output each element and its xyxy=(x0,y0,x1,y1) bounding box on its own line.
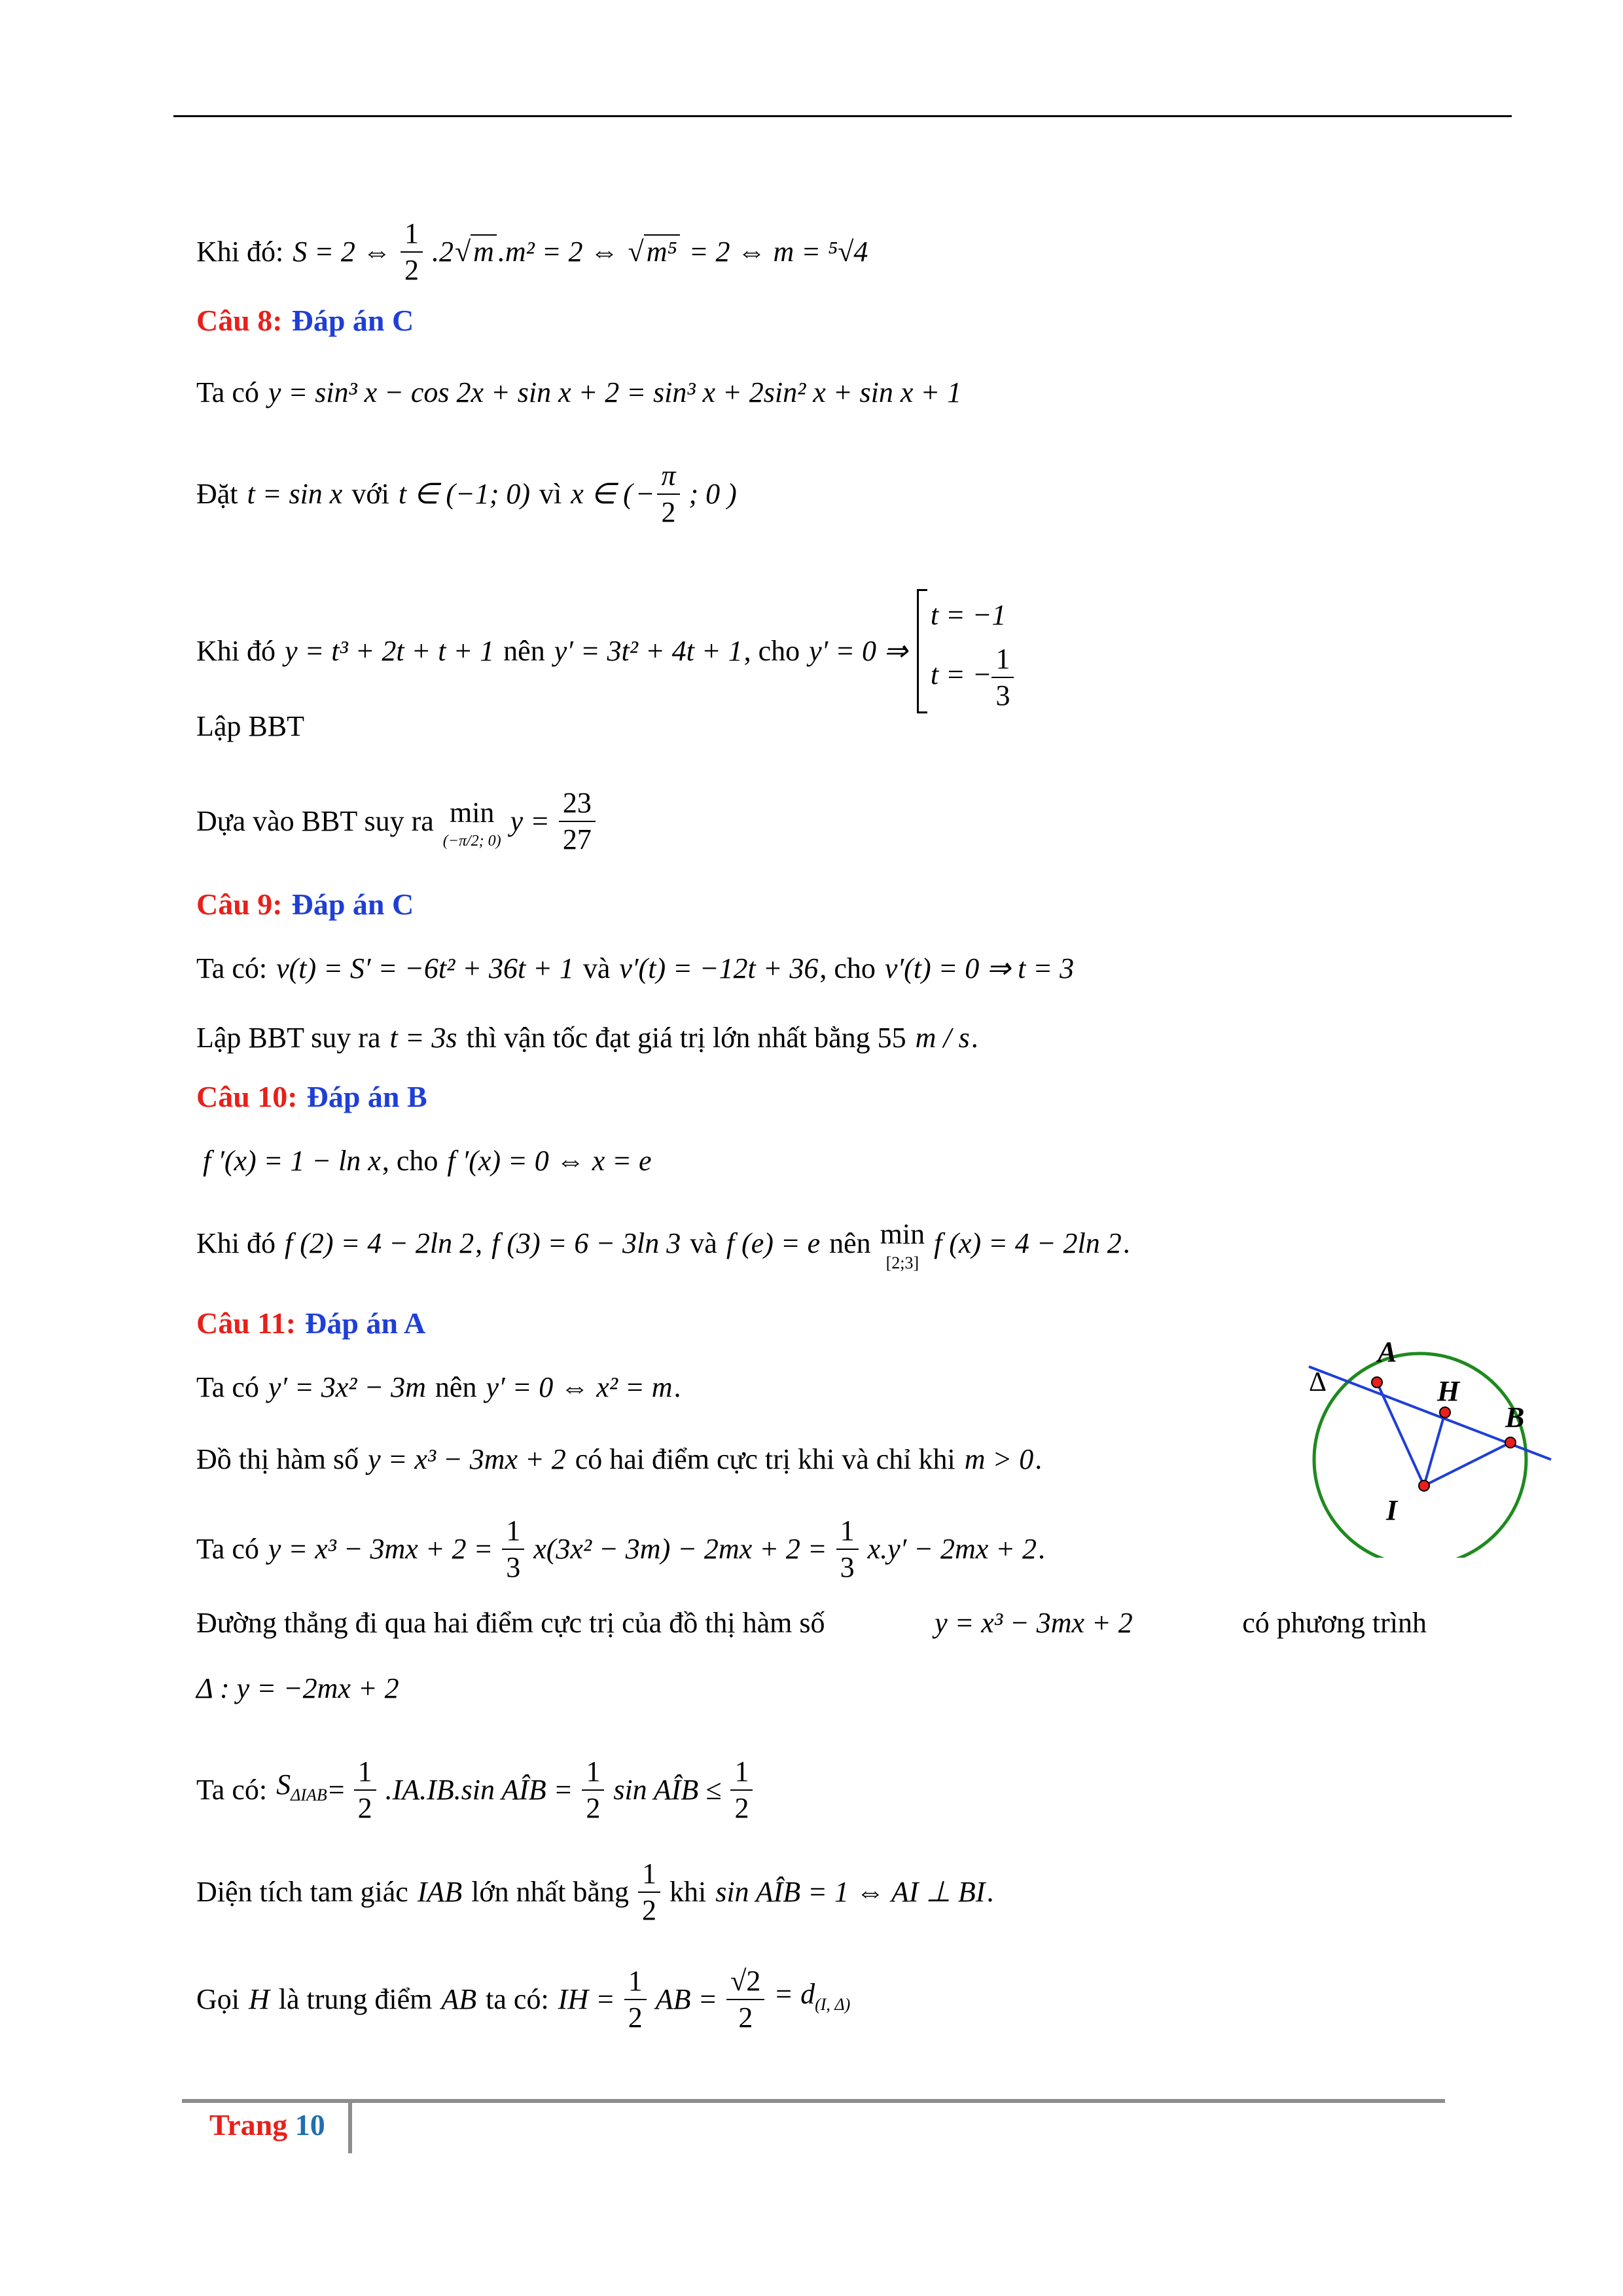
sqrt-m: √m xyxy=(455,232,497,272)
page-number: 10 xyxy=(294,2108,325,2142)
point-b xyxy=(1505,1437,1516,1448)
math: AB = xyxy=(655,1983,718,2015)
math: m > 0 xyxy=(964,1443,1034,1475)
text: Khi đó xyxy=(196,635,276,667)
question-number: Câu 10: xyxy=(196,1080,298,1113)
math: AB xyxy=(441,1983,477,2015)
line-q10-f-prime xyxy=(203,1141,660,1181)
text: . xyxy=(1037,1533,1045,1565)
text: ta có: xyxy=(486,1983,549,2015)
case-2 xyxy=(931,641,1014,713)
math: t = 3s xyxy=(389,1022,457,1054)
math: x ∈ ( xyxy=(571,478,633,510)
line-q8-khi-do xyxy=(196,589,1023,713)
question-number: Câu 9: xyxy=(196,888,283,921)
math: ; 0 ) xyxy=(688,478,737,510)
label-b: B xyxy=(1505,1401,1525,1433)
math: f ′(x) = 1 − ln x xyxy=(203,1145,381,1177)
num: 1 xyxy=(354,1754,376,1791)
text: Ta có xyxy=(196,1533,259,1565)
math: y = x³ − 3mx + 2 = xyxy=(268,1533,493,1565)
math: y′ = 0 ⇒ xyxy=(809,635,908,667)
text: Gọi xyxy=(196,1983,240,2015)
sqrt-arg: m xyxy=(471,234,497,268)
text: . xyxy=(986,1876,994,1908)
den: 2 xyxy=(628,2001,643,2034)
den: 2 xyxy=(357,1792,372,1824)
text: Đường thẳng đi qua hai điểm cực trị của đồ thị hàm số xyxy=(196,1607,825,1639)
math: y = xyxy=(510,805,550,837)
text: Ta có: xyxy=(196,1774,268,1806)
fraction xyxy=(582,1754,604,1826)
fraction xyxy=(401,216,423,288)
fraction xyxy=(730,1754,753,1826)
text: lớn nhất bằng xyxy=(471,1876,629,1908)
math: y = t³ + 2t + t + 1 xyxy=(285,635,495,667)
math: v′(t) = −12t + 36 xyxy=(619,952,819,984)
answer-label: Đáp án C xyxy=(291,304,414,337)
question-number: Câu 8: xyxy=(196,304,283,337)
math: sin AÎB ≤ xyxy=(613,1774,722,1806)
math: v(t) = S′ = −6t² + 36t + 1 xyxy=(276,952,574,984)
den: 2 xyxy=(661,496,676,528)
den: 2 xyxy=(586,1792,601,1824)
case-2-prefix: t = − xyxy=(930,658,992,691)
text: . xyxy=(971,1022,978,1054)
s-subscript: ΔIAB xyxy=(291,1785,327,1804)
fraction xyxy=(354,1754,376,1826)
text: thì vận tốc đạt giá trị lớn nhất bằng 55 xyxy=(466,1022,906,1054)
fraction xyxy=(657,458,679,530)
num: √2 xyxy=(726,1964,764,2000)
line-q8-ta-co xyxy=(196,373,971,412)
math: sin AÎB = 1 ⇔ AI ⊥ BI xyxy=(715,1876,986,1908)
line-q11-duong-thang xyxy=(196,1604,1427,1643)
label-h: H xyxy=(1437,1375,1460,1407)
math: y′ = 3x² − 3m xyxy=(268,1371,426,1403)
heading-cau-9 xyxy=(196,885,423,924)
text: Ta có xyxy=(196,376,259,408)
math: x.y′ − 2mx + 2 xyxy=(867,1533,1037,1565)
text: nên xyxy=(435,1371,477,1403)
den: 3 xyxy=(995,679,1010,711)
text: Lập BBT suy ra xyxy=(196,1022,381,1054)
answer-label: Đáp án B xyxy=(306,1080,427,1113)
min-subscript: [2;3] xyxy=(885,1253,919,1272)
text: khi xyxy=(669,1876,707,1908)
line-q11-ta-co-y xyxy=(196,1513,1054,1585)
den: 2 xyxy=(738,2001,753,2034)
segment-ia xyxy=(1377,1382,1424,1486)
d: = d xyxy=(774,1978,815,2011)
math: m / s xyxy=(915,1022,970,1054)
segment-ib xyxy=(1424,1443,1510,1486)
num: 1 xyxy=(582,1754,604,1791)
circle xyxy=(1314,1354,1526,1558)
math: H xyxy=(249,1983,270,2015)
math: y = x³ − 3mx + 2 xyxy=(368,1443,566,1475)
math: f ′(x) = 0 ⇔ x = e xyxy=(447,1145,652,1177)
line-q8-dua-vao xyxy=(196,785,605,857)
text: Đồ thị hàm số xyxy=(196,1443,359,1475)
num: 1 xyxy=(836,1513,859,1550)
den: 2 xyxy=(641,1894,656,1926)
text: Đặt xyxy=(196,478,238,510)
line-q8-lap-bbt xyxy=(196,707,313,746)
point-a xyxy=(1372,1377,1382,1388)
footer-divider xyxy=(348,2101,352,2153)
math: IAB xyxy=(417,1876,463,1908)
math: .m² = 2 ⇔ xyxy=(497,236,619,268)
den: 3 xyxy=(840,1551,855,1583)
text: Ta có: xyxy=(196,952,268,984)
text: , cho xyxy=(743,635,800,667)
fraction xyxy=(559,785,596,857)
math: − xyxy=(635,478,655,510)
math: IH = xyxy=(558,1983,615,2015)
text: có phương trình xyxy=(1242,1607,1427,1639)
den: 27 xyxy=(562,823,592,855)
text: nên xyxy=(503,635,545,667)
footer-rule xyxy=(182,2099,1445,2103)
label-a: A xyxy=(1378,1336,1397,1368)
text: vì xyxy=(539,478,562,510)
den: 2 xyxy=(734,1792,749,1824)
num: 23 xyxy=(559,785,596,822)
line-q9-lap-bbt xyxy=(196,1018,988,1058)
point-h xyxy=(1440,1407,1450,1418)
text: Ta có xyxy=(196,1371,259,1403)
min-label: min xyxy=(880,1218,925,1250)
math: y′ = 3t² + 4t + 1 xyxy=(554,635,743,667)
num: π xyxy=(657,458,679,495)
line-q8-dat xyxy=(196,458,746,530)
area-symbol xyxy=(276,1765,327,1815)
num: 1 xyxy=(991,641,1014,678)
line-q9-ta-co xyxy=(196,949,1083,988)
page-label: Trang xyxy=(209,2108,288,2142)
math: .2 xyxy=(431,236,454,268)
sqrt-arg: m⁵ xyxy=(644,234,680,268)
segment-ih xyxy=(1424,1412,1445,1486)
math: .IA.IB.sin AÎB = xyxy=(385,1774,573,1806)
d-subscript: (I, Δ) xyxy=(815,1994,851,2014)
geometry-figure xyxy=(1302,1335,1577,1558)
fraction xyxy=(991,641,1014,713)
answer-label: Đáp án C xyxy=(291,888,414,921)
text: và xyxy=(582,952,611,984)
point-i xyxy=(1419,1480,1429,1491)
math: Δ : y = −2mx + 2 xyxy=(196,1672,399,1704)
distance xyxy=(774,1975,850,2024)
math: x(3x² − 3m) − 2mx + 2 = xyxy=(533,1533,827,1565)
text: = xyxy=(328,1774,345,1806)
math: = 2 ⇔ m = ⁵√4 xyxy=(688,236,868,268)
text: , cho xyxy=(819,952,876,984)
fraction xyxy=(502,1513,524,1585)
text: với xyxy=(351,478,389,510)
answer-label: Đáp án A xyxy=(305,1306,426,1340)
case-bracket xyxy=(917,589,1014,713)
den: 3 xyxy=(506,1551,521,1583)
text: Diện tích tam giác xyxy=(196,1876,408,1908)
header-rule xyxy=(173,115,1512,117)
page-footer xyxy=(209,2108,325,2142)
text: có hai điểm cực trị khi và chỉ khi xyxy=(575,1443,955,1475)
text: . xyxy=(1035,1443,1043,1475)
text: , cho xyxy=(382,1145,438,1177)
line-q11-ta-co xyxy=(196,1368,690,1407)
text: là trung điểm xyxy=(278,1983,433,2015)
math: y = sin³ x − cos 2x + sin x + 2 = sin³ x + 2sin² x + sin x + 1 xyxy=(268,376,962,408)
heading-cau-8 xyxy=(196,301,423,340)
text: Lập BBT xyxy=(196,710,304,742)
num: 1 xyxy=(638,1856,660,1893)
line-q10-khi-do xyxy=(196,1215,1139,1272)
min-subscript: (−π/2; 0) xyxy=(442,833,501,850)
line-q11-goi-h xyxy=(196,1964,859,2036)
text: và xyxy=(690,1227,717,1259)
line-q11-dien-tich xyxy=(196,1856,1003,1928)
num: 1 xyxy=(730,1754,753,1791)
case-1: t = −1 xyxy=(930,599,1007,631)
fraction xyxy=(836,1513,859,1585)
text: nên xyxy=(829,1227,871,1259)
text: Dựa vào BBT suy ra xyxy=(196,805,434,837)
fraction xyxy=(638,1856,660,1928)
math: t ∈ (−1; 0) xyxy=(398,478,531,510)
fraction xyxy=(624,1964,647,2036)
math: f (3) = 6 − 3ln 3 xyxy=(491,1227,681,1259)
text: . xyxy=(673,1371,681,1403)
math: v′(t) = 0 ⇒ t = 3 xyxy=(884,952,1075,984)
question-number: Câu 11: xyxy=(196,1306,296,1340)
math: t = sin x xyxy=(247,478,343,510)
line-q11-delta xyxy=(196,1669,408,1708)
text: Khi đó xyxy=(196,1227,276,1259)
num: 1 xyxy=(401,216,423,253)
sqrt-m5: √m⁵ xyxy=(628,232,680,272)
text: Khi đó: xyxy=(196,236,284,268)
text: , xyxy=(475,1227,483,1259)
min-label: min xyxy=(449,797,495,829)
math: f (2) = 4 − 2ln 2 xyxy=(285,1227,474,1259)
math: y′ = 0 ⇔ x² = m xyxy=(486,1371,673,1403)
line-q11-do-thi xyxy=(196,1440,1051,1479)
label-delta: Δ xyxy=(1309,1367,1327,1397)
num: 1 xyxy=(624,1964,647,2000)
fraction xyxy=(726,1964,764,2036)
label-i: I xyxy=(1386,1494,1398,1526)
math: f (x) = 4 − 2ln 2 xyxy=(934,1227,1122,1259)
math: y = x³ − 3mx + 2 xyxy=(935,1607,1133,1639)
heading-cau-11 xyxy=(196,1304,435,1343)
math: f (e) = e xyxy=(726,1227,821,1259)
heading-cau-10 xyxy=(196,1077,437,1117)
num: 1 xyxy=(502,1513,524,1550)
min-operator xyxy=(880,1215,925,1272)
line-khi-do-s xyxy=(196,216,877,288)
line-q11-area xyxy=(196,1754,762,1826)
min-operator xyxy=(443,793,501,850)
math: S = 2 ⇔ xyxy=(293,236,391,268)
text: . xyxy=(1122,1227,1130,1259)
s: S xyxy=(276,1768,291,1801)
den: 2 xyxy=(404,254,419,286)
